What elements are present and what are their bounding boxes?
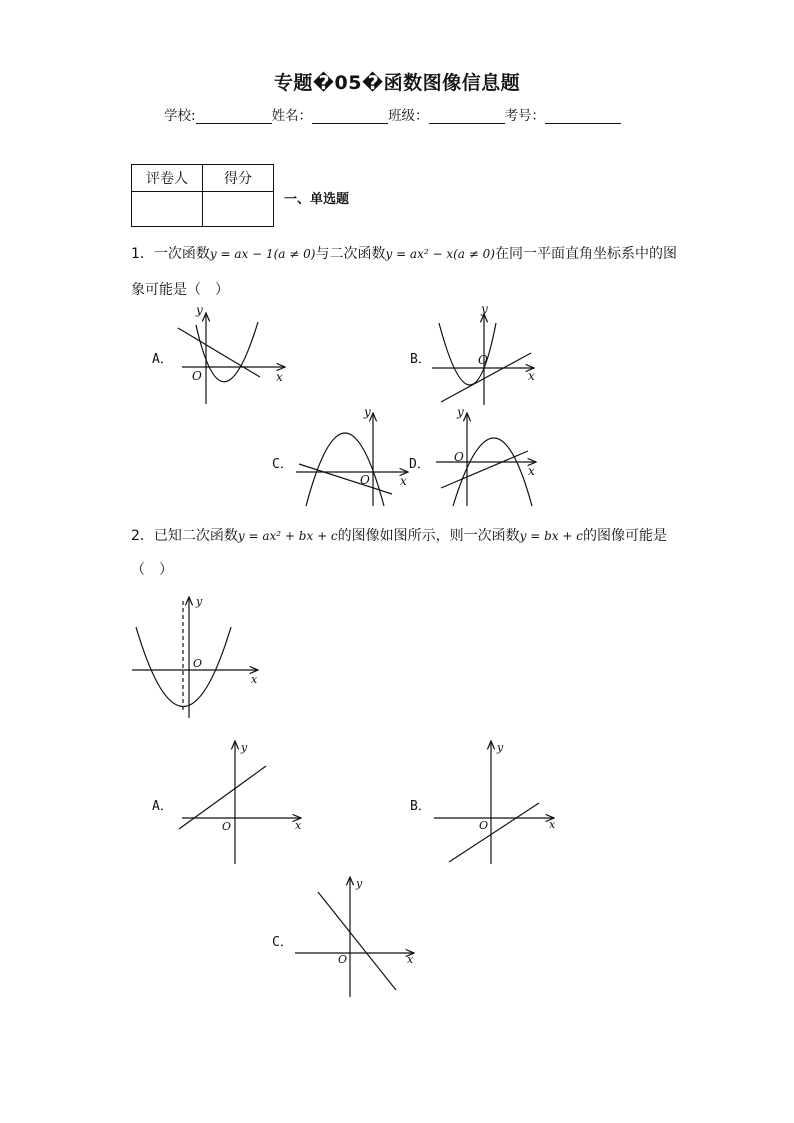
q2b-origin-label: O: [479, 819, 489, 832]
q2-eq2: y = bx + c: [519, 529, 583, 543]
q1-graph-d: [436, 413, 536, 506]
q2-mid: 的图像如图所示，则一次函数: [337, 528, 520, 544]
q1c-x-label: x: [400, 474, 407, 488]
q2-main-y-label: y: [196, 595, 203, 608]
q2-option-c-label[interactable]: C．: [272, 935, 293, 950]
q2-main-origin-label: O: [193, 657, 203, 670]
q1b-y-label: y: [481, 302, 488, 316]
q1-graph-c: [296, 413, 408, 506]
q1a-origin-label: O: [192, 369, 202, 383]
class-label: 班级：: [388, 108, 429, 124]
q1d-x-label: x: [528, 464, 535, 478]
q1-graph-a: [178, 313, 285, 404]
q1-prefix: 1．一次函数: [131, 246, 210, 262]
q1-mid: 与二次函数: [315, 246, 386, 262]
q1-option-c-label[interactable]: C．: [272, 457, 293, 472]
question-1-line2: 象可能是（ ）: [131, 282, 229, 298]
q2-option-a-label[interactable]: A．: [152, 799, 173, 814]
page-title: 专题�05�函数图像信息题: [273, 72, 521, 94]
grader-header: 评卷人: [132, 165, 203, 192]
q1-suffix: 在同一平面直角坐标系中的图: [494, 246, 677, 262]
q2a-y-label: y: [241, 741, 248, 754]
question-2-line2: （ ）: [131, 562, 173, 578]
q2-suffix: 的图像可能是: [582, 528, 667, 544]
name-label: 姓名：: [271, 108, 313, 124]
q2a-origin-label: O: [222, 820, 232, 833]
q2a-x-label: x: [295, 819, 302, 832]
q1c-origin-label: O: [360, 473, 370, 487]
q2c-y-label: y: [356, 877, 363, 890]
q1b-origin-label: O: [478, 353, 488, 367]
q1d-origin-label: O: [454, 450, 464, 464]
q1-option-d-label[interactable]: D．: [409, 457, 430, 472]
q2-graph-c: [295, 877, 414, 997]
score-header: 得分: [203, 165, 274, 192]
q2c-x-label: x: [407, 953, 414, 966]
q2-option-b-label[interactable]: B．: [410, 799, 431, 814]
q2-main-x-label: x: [251, 673, 258, 686]
q1d-y-label: y: [457, 405, 464, 419]
q1-eq1: y = ax − 1(a ≠ 0): [209, 247, 316, 261]
q2b-y-label: y: [497, 741, 504, 754]
exam-no-label: 考号：: [504, 108, 546, 124]
q2-graph-b: [434, 741, 554, 864]
q2-prefix: 2．已知二次函数: [131, 528, 238, 544]
q1-option-b-label[interactable]: B．: [410, 352, 431, 367]
q2c-origin-label: O: [338, 953, 348, 966]
q1c-y-label: y: [364, 405, 371, 419]
question-2-text: [131, 525, 667, 545]
q1a-x-label: x: [276, 370, 283, 384]
q1-eq2: y = ax² − x(a ≠ 0): [385, 247, 495, 261]
school-label: 学校:: [164, 108, 196, 124]
q2-graph-a: [179, 741, 301, 864]
q1a-y-label: y: [196, 303, 203, 317]
section-title: 一、单选题: [284, 192, 350, 207]
q1b-x-label: x: [528, 369, 535, 383]
q2-eq1: y = ax² + bx + c: [237, 529, 338, 543]
q1-option-a-label[interactable]: A．: [152, 352, 173, 367]
q2b-x-label: x: [549, 818, 556, 831]
